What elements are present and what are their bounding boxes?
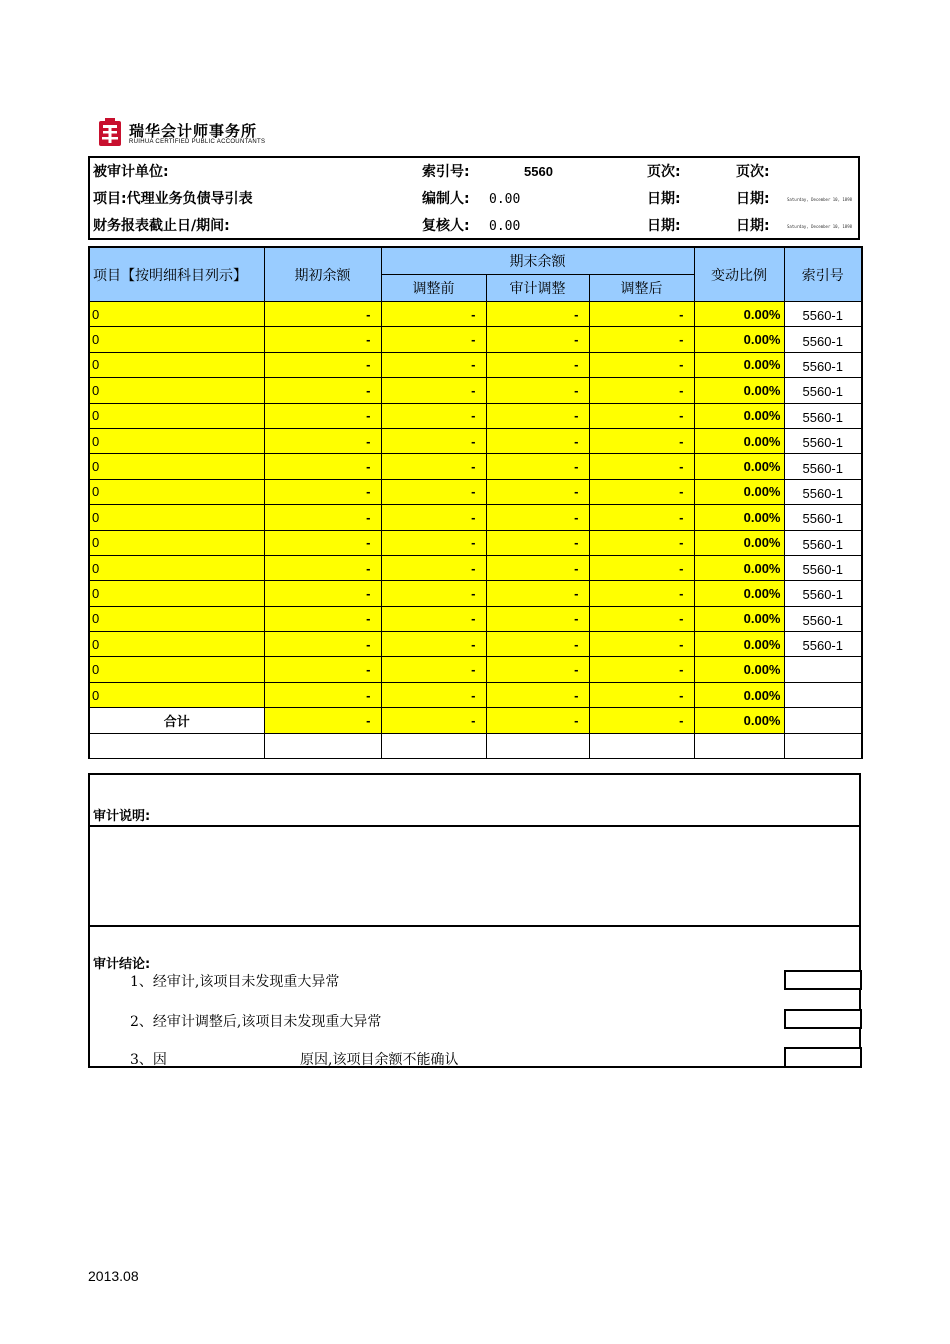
audit-conclusion-section [88,925,861,1068]
row-before-adjust[interactable]: - [381,428,486,453]
reviewer-value: 0.00 [489,219,521,234]
row-opening[interactable]: - [264,302,381,327]
row-after-adjust[interactable]: - [589,632,694,657]
total-before-adjust: - [381,708,486,733]
row-change-ratio: 0.00% [694,682,784,707]
row-before-adjust[interactable]: - [381,327,486,352]
empty-cell-adjust[interactable] [486,733,589,758]
row-index[interactable]: 5560-1 [784,555,862,580]
audit-notes-section [88,773,861,925]
row-audit-adjust[interactable]: - [486,352,589,377]
row-index[interactable]: 5560-1 [784,606,862,631]
period-label: 财务报表截止日/期间: [93,218,230,234]
row-index[interactable]: 5560-1 [784,581,862,606]
table-row [89,378,862,403]
entity-label: 被审计单位: [93,164,169,180]
row-audit-adjust[interactable]: - [486,632,589,657]
page-label-2: 页次: [736,164,770,180]
table-row [89,403,862,428]
firm-name-cn: 瑞华会计师事务所 [129,122,258,140]
row-opening[interactable]: - [264,479,381,504]
row-change-ratio: 0.00% [694,606,784,631]
header-info-block [88,156,860,240]
table-row [89,454,862,479]
table-row [89,428,862,453]
row-audit-adjust[interactable]: - [486,454,589,479]
row-item-name[interactable]: 0 [89,606,264,631]
empty-row [89,733,862,758]
row-opening[interactable]: - [264,606,381,631]
row-before-adjust[interactable]: - [381,454,486,479]
col-opening: 期初余额 [264,247,381,302]
row-after-adjust[interactable]: - [589,454,694,479]
row-audit-adjust[interactable]: - [486,555,589,580]
row-after-adjust[interactable]: - [589,555,694,580]
table-row [89,682,862,707]
col-change-ratio: 变动比例 [694,247,784,302]
row-opening[interactable]: - [264,632,381,657]
table-row [89,555,862,580]
row-audit-adjust[interactable]: - [486,302,589,327]
row-index[interactable] [784,682,862,707]
total-change-ratio: 0.00% [694,708,784,733]
row-audit-adjust[interactable]: - [486,581,589,606]
row-change-ratio: 0.00% [694,403,784,428]
row-change-ratio: 0.00% [694,378,784,403]
row-opening[interactable]: - [264,327,381,352]
date-value-1: Saturday, December 10, 1898 [787,197,853,202]
reviewer-label: 复核人: [422,218,470,234]
row-before-adjust[interactable]: - [381,378,486,403]
date-value-2: Saturday, December 10, 1898 [787,224,853,229]
row-item-name[interactable]: 0 [89,428,264,453]
row-before-adjust[interactable]: - [381,632,486,657]
row-index[interactable]: 5560-1 [784,302,862,327]
firm-emblem-icon [97,118,123,148]
row-change-ratio: 0.00% [694,555,784,580]
row-audit-adjust[interactable]: - [486,327,589,352]
row-index[interactable]: 5560-1 [784,505,862,530]
row-index[interactable]: 5560-1 [784,352,862,377]
row-after-adjust[interactable]: - [589,479,694,504]
liability-table [88,246,863,759]
row-after-adjust[interactable]: - [589,327,694,352]
row-opening[interactable]: - [264,581,381,606]
row-after-adjust[interactable]: - [589,505,694,530]
project-label: 项目:代理业务负债导引表 [93,191,253,207]
row-item-name[interactable]: 0 [89,454,264,479]
row-after-adjust[interactable]: - [589,581,694,606]
table-row [89,632,862,657]
row-item-name[interactable]: 0 [89,632,264,657]
row-before-adjust[interactable]: - [381,505,486,530]
total-opening: - [264,708,381,733]
row-item-name[interactable]: 0 [89,403,264,428]
date-label-4: 日期: [736,218,770,234]
row-item-name[interactable]: 0 [89,682,264,707]
conclusion-option-3-suffix: 原因,该项目余额不能确认 [300,1052,459,1068]
row-index[interactable]: 5560-1 [784,479,862,504]
row-audit-adjust[interactable]: - [486,657,589,682]
row-after-adjust[interactable]: - [589,302,694,327]
row-change-ratio: 0.00% [694,428,784,453]
row-index[interactable]: 5560-1 [784,378,862,403]
row-audit-adjust[interactable]: - [486,682,589,707]
row-item-name[interactable]: 0 [89,352,264,377]
audit-notes-body[interactable] [90,825,859,925]
empty-cell-after[interactable] [589,733,694,758]
date-label-1: 日期: [647,191,681,207]
table-row [89,530,862,555]
row-before-adjust[interactable]: - [381,657,486,682]
total-after-adjust: - [589,708,694,733]
row-before-adjust[interactable]: - [381,352,486,377]
row-index[interactable]: 5560-1 [784,327,862,352]
row-audit-adjust[interactable]: - [486,606,589,631]
row-opening[interactable]: - [264,454,381,479]
row-item-name[interactable]: 0 [89,327,264,352]
col-audit-adjust: 审计调整 [486,275,589,302]
row-item-name[interactable]: 0 [89,505,264,530]
row-item-name[interactable]: 0 [89,378,264,403]
row-change-ratio: 0.00% [694,657,784,682]
table-row [89,479,862,504]
empty-cell-item[interactable] [89,733,264,758]
row-audit-adjust[interactable]: - [486,428,589,453]
row-opening[interactable]: - [264,682,381,707]
total-label: 合计 [89,708,264,733]
conclusion-option-2: 2、经审计调整后,该项目未发现重大异常 [130,1014,382,1030]
row-before-adjust[interactable]: - [381,581,486,606]
row-opening[interactable]: - [264,530,381,555]
row-change-ratio: 0.00% [694,632,784,657]
row-change-ratio: 0.00% [694,454,784,479]
row-after-adjust[interactable]: - [589,428,694,453]
audit-notes-title: 审计说明: [93,809,151,824]
conclusion-3-checkbox[interactable] [784,1047,862,1068]
row-opening[interactable]: - [264,403,381,428]
firm-name-en: RUIHUA CERTIFIED PUBLIC ACCOUNTANTS [129,139,266,145]
conclusion-2-checkbox[interactable] [784,1009,862,1029]
col-after-adjust: 调整后 [589,275,694,302]
page-label-1: 页次: [647,164,681,180]
row-opening[interactable]: - [264,505,381,530]
row-change-ratio: 0.00% [694,352,784,377]
row-opening[interactable]: - [264,428,381,453]
row-index[interactable]: 5560-1 [784,403,862,428]
row-change-ratio: 0.00% [694,302,784,327]
row-audit-adjust[interactable]: - [486,479,589,504]
row-item-name[interactable]: 0 [89,302,264,327]
row-index[interactable] [784,657,862,682]
row-after-adjust[interactable]: - [589,606,694,631]
index-value: 5560 [524,164,553,179]
row-before-adjust[interactable]: - [381,479,486,504]
row-after-adjust[interactable]: - [589,352,694,377]
preparer-label: 编制人: [422,191,470,207]
row-after-adjust[interactable]: - [589,530,694,555]
table-row [89,302,862,327]
row-before-adjust[interactable]: - [381,403,486,428]
conclusion-1-checkbox[interactable] [784,970,862,990]
col-item: 项目【按明细科目列示】 [89,247,264,302]
empty-cell-ratio[interactable] [694,733,784,758]
row-index[interactable]: 5560-1 [784,428,862,453]
row-before-adjust[interactable]: - [381,555,486,580]
version-footer: 2013.08 [88,1268,139,1284]
table-row [89,581,862,606]
row-opening[interactable]: - [264,555,381,580]
col-before-adjust: 调整前 [381,275,486,302]
row-audit-adjust[interactable]: - [486,378,589,403]
row-item-name[interactable]: 0 [89,530,264,555]
conclusion-option-1: 1、经审计,该项目未发现重大异常 [130,974,340,990]
row-opening[interactable]: - [264,657,381,682]
row-index[interactable]: 5560-1 [784,530,862,555]
date-label-3: 日期: [647,218,681,234]
table-row [89,327,862,352]
col-index: 索引号 [784,247,862,302]
row-change-ratio: 0.00% [694,505,784,530]
row-audit-adjust[interactable]: - [486,403,589,428]
row-opening[interactable]: - [264,378,381,403]
row-after-adjust[interactable]: - [589,403,694,428]
row-index[interactable]: 5560-1 [784,632,862,657]
row-opening[interactable]: - [264,352,381,377]
row-audit-adjust[interactable]: - [486,505,589,530]
total-audit-adjust: - [486,708,589,733]
col-closing-group: 期末余额 [381,247,694,275]
row-change-ratio: 0.00% [694,581,784,606]
row-index[interactable]: 5560-1 [784,454,862,479]
empty-cell-index[interactable] [784,733,862,758]
row-before-adjust[interactable]: - [381,530,486,555]
total-row [89,708,862,733]
index-label: 索引号: [422,164,470,180]
total-index [784,708,862,733]
preparer-value: 0.00 [489,192,521,207]
row-change-ratio: 0.00% [694,327,784,352]
audit-conclusion-title: 审计结论: [93,957,151,972]
row-change-ratio: 0.00% [694,530,784,555]
row-item-name[interactable]: 0 [89,555,264,580]
row-before-adjust[interactable]: - [381,606,486,631]
row-change-ratio: 0.00% [694,479,784,504]
row-after-adjust[interactable]: - [589,378,694,403]
row-item-name[interactable]: 0 [89,657,264,682]
table-row [89,352,862,377]
date-label-2: 日期: [736,191,770,207]
empty-cell-opening[interactable] [264,733,381,758]
table-row [89,505,862,530]
row-after-adjust[interactable]: - [589,657,694,682]
row-audit-adjust[interactable]: - [486,530,589,555]
row-item-name[interactable]: 0 [89,479,264,504]
row-after-adjust[interactable]: - [589,682,694,707]
row-before-adjust[interactable]: - [381,682,486,707]
row-item-name[interactable]: 0 [89,581,264,606]
empty-cell-before[interactable] [381,733,486,758]
table-row [89,657,862,682]
row-before-adjust[interactable]: - [381,302,486,327]
conclusion-option-3-prefix: 3、因 [130,1052,167,1068]
table-row [89,606,862,631]
